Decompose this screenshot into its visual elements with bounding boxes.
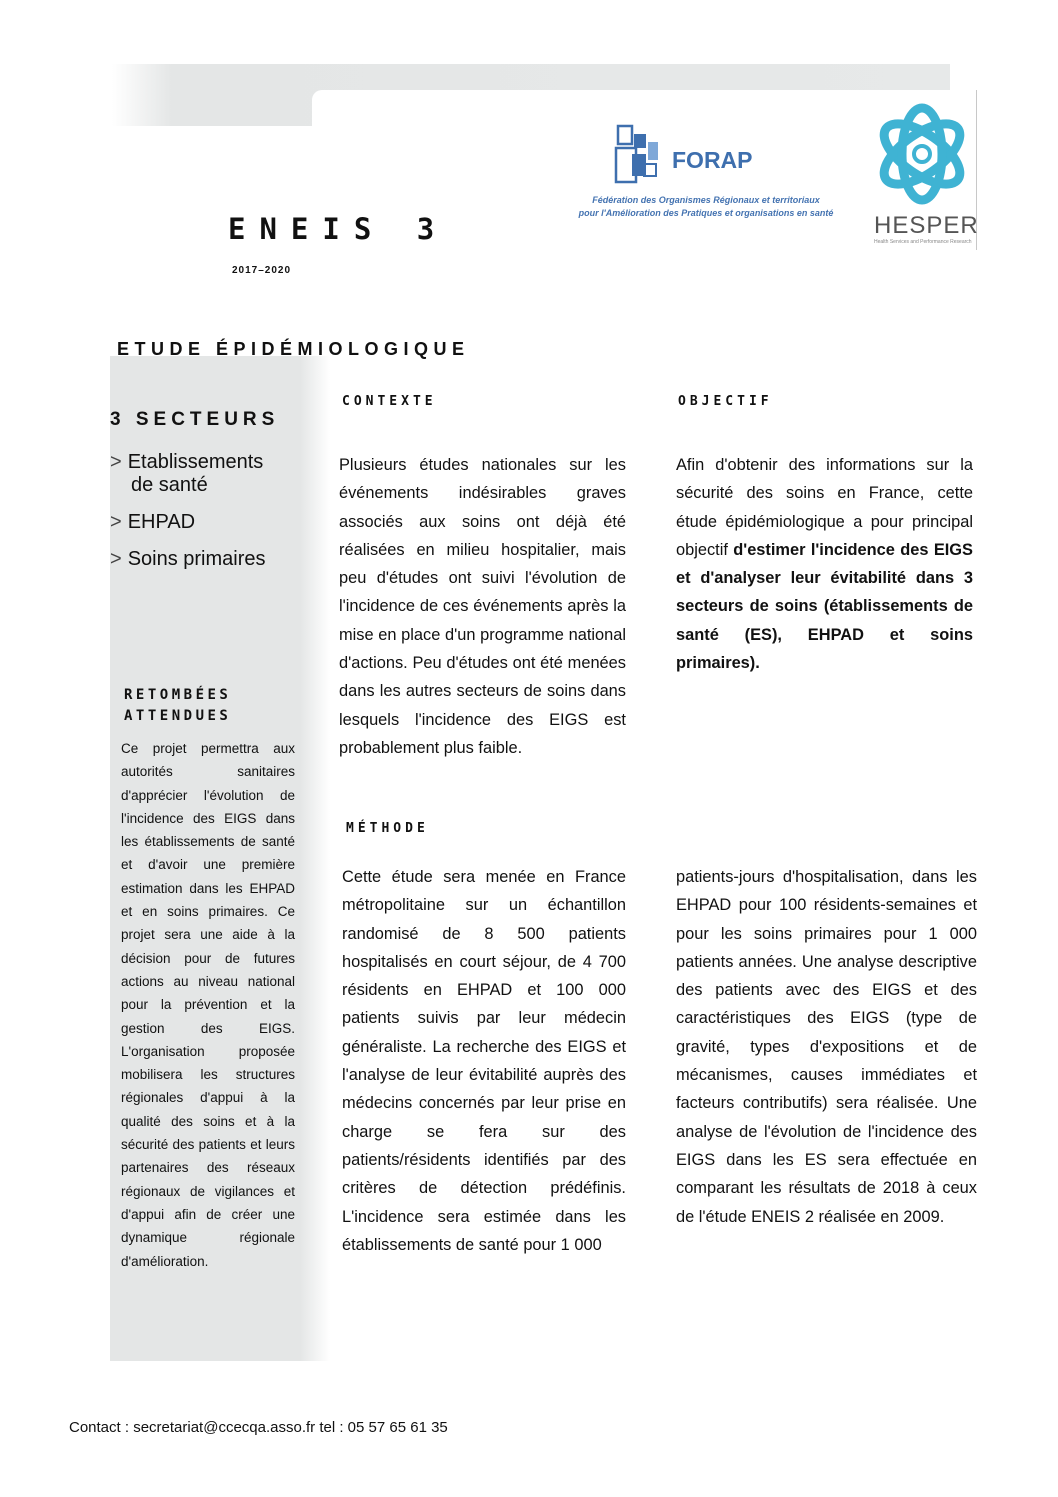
contexte-text: Plusieurs études nationales sur les événements indésirables graves associés aux soins ont déjà été réalisées en milieu hospitalier, mais peu d'études ont suivi l'évolution de l'incidence de ces événements après la mise en place d'un programme national d'actions. Peu d'études ont été menées dans les autres secteurs de soins dans lesquels l'incidence des EIGS est probablement plus faible. [339,456,626,757]
forap-subtitle-line: pour l'Amélioration des Pratiques et organisations en santé [578,208,834,218]
arrow-icon: > [110,451,122,473]
forap-logo [556,124,856,224]
retombees-title-line: ATTENDUES [124,708,232,724]
hesper-name: HESPER [874,212,979,239]
contact-footer: Contact : secretariat@ccecqa.asso.fr tel : 05 57 65 61 35 [69,1419,448,1436]
secteurs-title: 3 SECTEURS [110,409,280,430]
methode-heading: MÉTHODE [346,821,429,836]
objectif-text-bold: d'estimer l'incidence des EIGS et d'analyser leur évitabilité dans 3 secteurs de soins (établissements de santé (ES), EHPAD et soins primaires). [676,540,973,673]
secteur-label: EHPAD [127,511,196,533]
objectif-heading: OBJECTIF [678,394,773,409]
objectif-text [676,451,973,677]
forap-squares-icon [614,124,662,188]
section-heading-etude: ETUDE ÉPIDÉMIOLOGIQUE [117,339,470,359]
forap-subtitle-line: Fédération des Organismes Régionaux et territoriaux [592,195,820,205]
methode-text-col1: Cette étude sera menée en France métropolitaine sur un échantillon randomisé de 8 500 patients hospitalisés en court séjour, de 4 700 résidents en EHPAD et 100 000 patients suivis par leur médecin généraliste. La recherche des EIGS et l'analyse de leur évitabilité auprès des médecins concernés par leur prise en charge se fera sur des patients/résidents identifiés par des critères de détection prédéfinis. L'incidence sera estimée dans les établissements de santé pour 1 000 [342,868,626,1254]
secteur-label: Etablissements [127,451,264,473]
arrow-icon: > [110,511,122,533]
secteur-label-cont: de santé [131,474,208,496]
hesper-tagline: Health Services and Performance Research [874,239,972,245]
contexte-heading: CONTEXTE [342,394,437,409]
secteur-item [110,548,266,571]
arrow-icon: > [110,548,122,570]
retombees-title-line: RETOMBÉES [124,687,232,703]
methode-text-col2: patients-jours d'hospitalisation, dans les EHPAD pour 100 résidents-semaines et pour les soins primaires pour 1 000 patients années. Une analyse descriptive des patients avec des EIGS et des caractéristiques des EIGS (type de gravité, types d'expositions et de mécanismes, causes immédiates et facteurs contributifs) sera réalisée. Une analyse de l'évolution de l'incidence des EIGS dans les ES sera effectuée en comparant les résultats de 2018 à ceux de l'étude ENEIS 2 réalisée en 2009. [676,868,977,1226]
secteur-item [110,511,195,534]
retombees-title [124,685,231,727]
hesper-logo [862,90,977,250]
secteur-label: Soins primaires [127,548,266,570]
retombees-text: Ce projet permettra aux autorités sanitaires d'apprécier l'évolution de l'incidence des EIGS dans les établissements de santé et d'avoir une première estimation dans les EHPAD et en soins primaires. Ce projet sera une aide à la décision pour de futures actions au niveau national pour la prévention et la gestion des EIGS. L'organisation proposée mobilisera les structures régionales d'appui à la qualité des soins et à la sécurité des patients et leurs partenaires des réseaux régionaux de vigilances et d'appui afin de créer une dynamique régionale d'amélioration. [121,741,295,1269]
forap-subtitle [556,194,856,220]
forap-name: FORAP [672,147,753,173]
atom-icon [868,94,976,214]
study-years: 2017–2020 [232,265,292,276]
objectif-text-plain: Afin d'obtenir des informations sur la sécurité des soins en France, cette étude épidémiologique a pour principal objectif [676,456,973,559]
document-title: ENEIS 3 [228,212,449,246]
secteur-item [110,451,263,474]
